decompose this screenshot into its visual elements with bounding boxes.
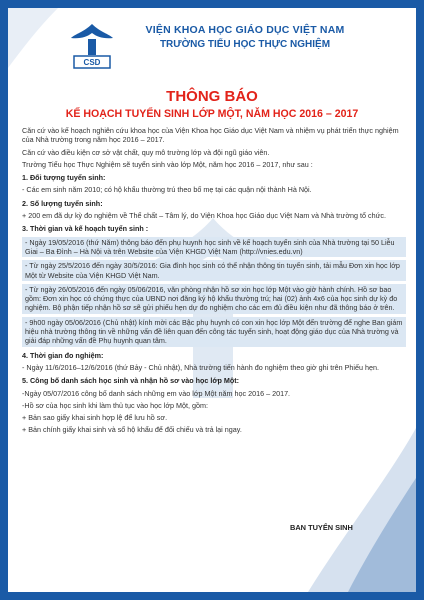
section-item: + 200 em đã dự kỳ đo nghiệm về Thể chất – Tâm lý, do Viện Khoa học Giáo dục Việt Nam và Nhà trường tổ chức.: [22, 211, 387, 221]
section-item: - Các em sinh năm 2010; có hộ khẩu thường trú theo bố mẹ tại các quận nội thành Hà Nội.: [22, 185, 312, 195]
institution-header: [120, 24, 370, 50]
notice-sheet: [8, 8, 416, 592]
section-heading: 5. Công bố danh sách học sinh và nhận hồ sơ vào học lớp Một:: [22, 376, 240, 386]
intro-paragraph: Căn cứ vào kế hoạch nghiên cứu khoa học của Viện Khoa học Giáo dục Việt Nam và nhiệm vụ phát triển thực nghiệm của Nhà trường trong năm học 2016 – 2017.: [22, 126, 399, 145]
section-item: - Ngày 19/05/2016 (thứ Năm) thông báo đến phụ huynh học sinh về kế hoạch tuyển sinh của Nhà trường tại 50 Liễu Giai – Ba Đình – Hà Nội và trên Website của Viện KHGD Việt Nam (http://vnies.edu.vn): [22, 237, 406, 258]
section-heading: 1. Đối tượng tuyển sinh:: [22, 173, 106, 183]
notice-body: [22, 126, 406, 438]
intro-paragraph: Trường Tiểu học Thực Nghiệm sẽ tuyển sinh vào lớp Một, năm học 2016 – 2017, như sau :: [22, 159, 313, 169]
csd-logo-icon: [70, 22, 114, 70]
section-item: -Hồ sơ của học sinh khi làm thủ tục vào học lớp Một, gồm:: [22, 400, 209, 410]
institute-name: VIỆN KHOA HỌC GIÁO DỤC VIỆT NAM: [145, 24, 345, 36]
section-item: - Ngày 11/6/2016–12/6/2016 (thứ Bảy - Chủ nhật), Nhà trường tiến hành đo nghiệm theo giờ ghi trên Phiếu hẹn.: [22, 362, 379, 372]
notice-subtitle: KẾ HOẠCH TUYỂN SINH LỚP MỘT, NĂM HỌC 2016 – 2017: [65, 108, 359, 120]
intro-paragraph: Căn cứ vào điều kiện cơ sở vật chất, quy mô trường lớp và đội ngũ giáo viên.: [22, 147, 270, 157]
section-item: -Ngày 05/07/2016 công bố danh sách những em vào lớp Một năm học 2016 – 2017.: [22, 388, 291, 398]
section-heading: 4. Thời gian đo nghiệm:: [22, 350, 104, 360]
section-item: + Bản sao giấy khai sinh hợp lệ để lưu hồ sơ.: [22, 413, 168, 423]
section-item: - Từ ngày 26/05/2016 đến ngày 05/06/2016, văn phòng nhận hồ sơ xin học lớp Một vào giờ hành chính. Hồ sơ bao gồm: Đơn xin học có chứng thực của UBND nơi đăng ký hộ khẩu thường trú; hai (02) ảnh 4x6 của học sinh dự kỳ đo nghiệm. Bộ phận tiếp nhận hồ sơ sẽ gửi phiếu hẹn dự đo nghiệm cho các em đủ điều kiện như đã thông báo ở trên.: [22, 284, 406, 314]
logo-text: CSD: [83, 58, 101, 67]
section-item: - 9h00 ngày 05/06/2016 (Chủ nhật) kính mời các Bậc phụ huynh có con xin học lớp Một đến trường để nghe Ban giám hiệu nhà trường thông tin về những vấn đề liên quan đến công tác tuyển sinh, hoạt động giáo dục của Nhà trường và giải đáp những vấn đề Phụ huynh quan tâm.: [22, 317, 406, 347]
section-heading: 2. Số lượng tuyển sinh:: [22, 198, 103, 208]
signature-block: BAN TUYỂN SINH: [290, 523, 353, 532]
section-heading: 3. Thời gian và kế hoạch tuyển sinh :: [22, 224, 149, 234]
section-item: + Bản chính giấy khai sinh và sổ hộ khẩu để đối chiếu và trả lại ngay.: [22, 425, 242, 435]
school-name: TRƯỜNG TIỂU HỌC THỰC NGHIỆM: [159, 39, 331, 50]
section-item: - Từ ngày 25/5/2016 đến ngày 30/5/2016: Gia đình học sinh có thể nhận thông tin tuyển sinh, tải mẫu Đơn xin học lớp Một từ Website của Viện KHGD Việt Nam.: [22, 260, 406, 281]
notice-title: THÔNG BÁO: [166, 88, 258, 105]
